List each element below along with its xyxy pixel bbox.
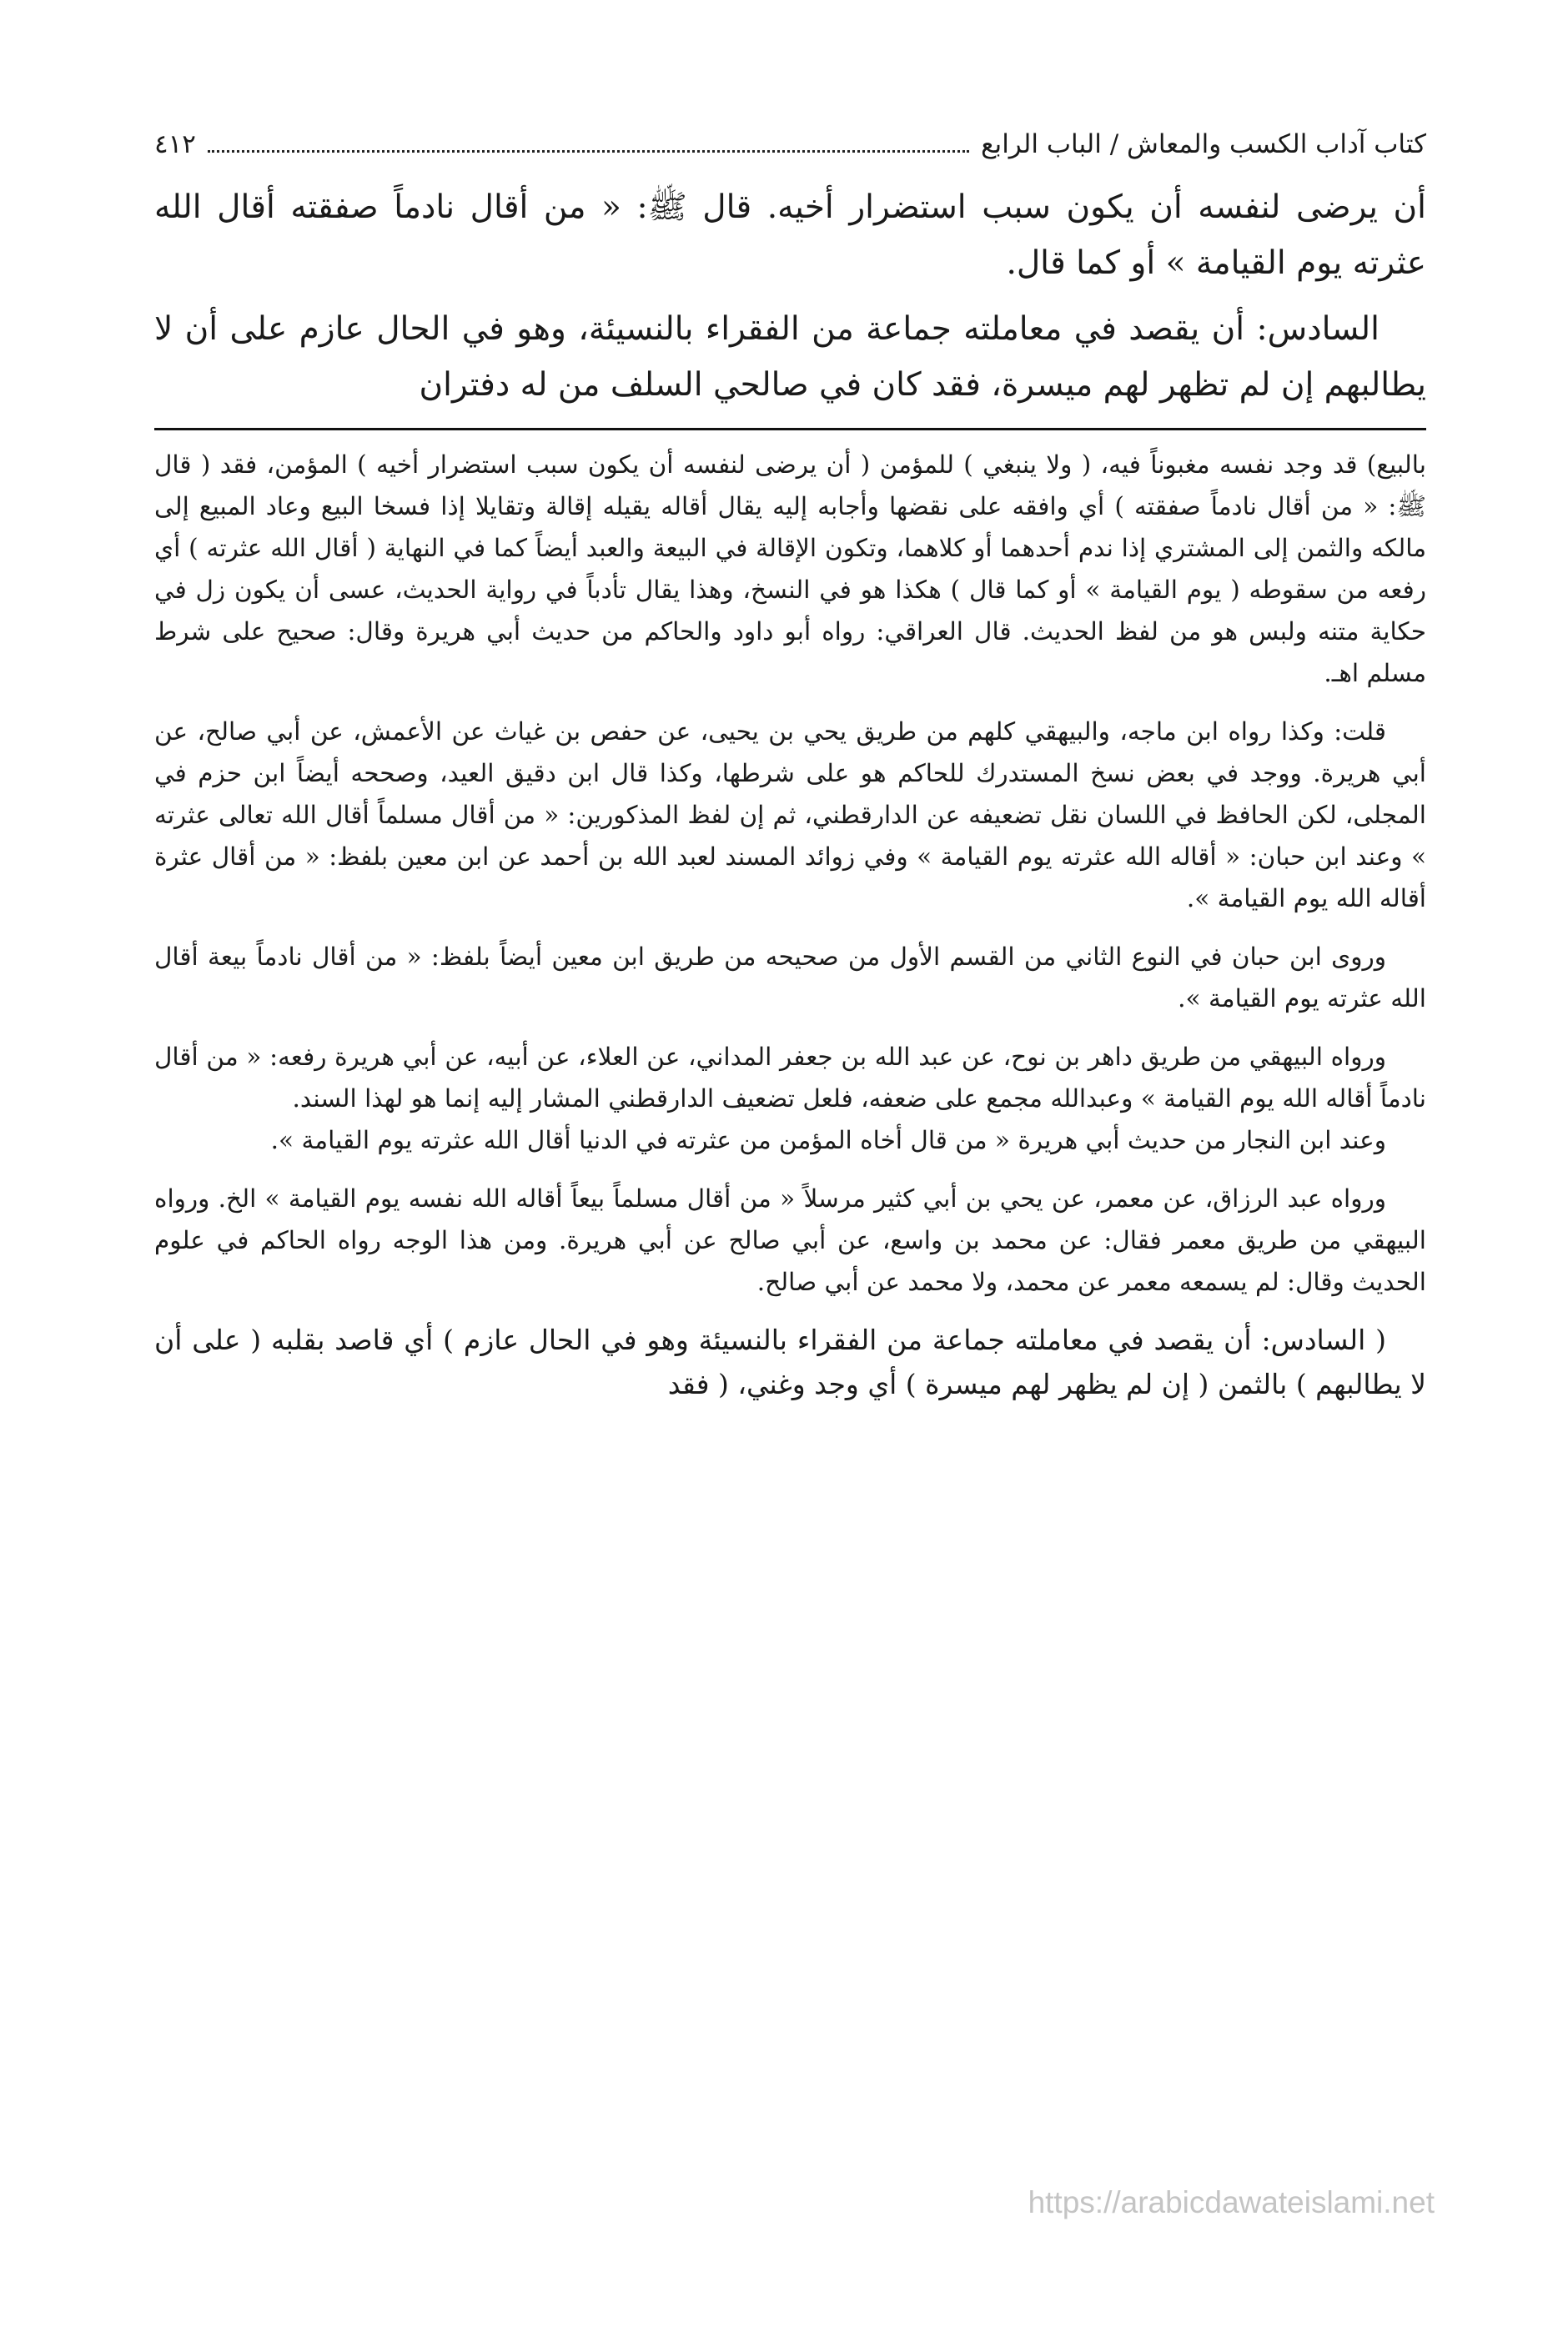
page-number: ٤١٢: [154, 129, 196, 159]
dotted-leader: [208, 150, 969, 153]
commentary-paragraph: قلت: وكذا رواه ابن ماجه، والبيهقي كلهم من طريق يحي بن يحيى، عن حفص بن غياث عن الأعمش، عن أبي صالح، عن أبي هريرة. ووجد في بعض نسخ المستدرك للحاكم هو على شرطها، وكذا قال ابن دقيق العيد، وصححه أيضاً ابن حزم في المجلى، لكن الحافظ في اللسان نقل تضعيفه عن الدارقطني، ثم إن لفظ المذكورين: « من أقال مسلماً أقال الله تعالى عثرته » وعند ابن حبان: « أقاله الله عثرته يوم القيامة » وفي زوائد المسند لعبد الله بن أحمد عن ابن معين بلفظ: « من أقال عثرة أقاله الله يوم القيامة ».: [154, 717, 1426, 912]
commentary-paragraph: وروى ابن حبان في النوع الثاني من القسم الأول من صحيحه من طريق ابن معين أيضاً بلفظ: « من أقال نادماً بيعة أقال الله عثرته يوم القيامة ».: [154, 942, 1426, 1013]
main-paragraph: أن يرضى لنفسه أن يكون سبب استضرار أخيه. قال ﷺ: « من أقال نادماً صفقته أقال الله عثرته يوم القيامة » أو كما قال.: [154, 188, 1426, 282]
commentary: [154, 444, 1426, 1406]
book-page: [154, 129, 1426, 1406]
commentary-paragraph: وعند ابن النجار من حديث أبي هريرة « من قال أخاه المؤمن من عثرته في الدنيا أقال الله عثرته يوم القيامة ».: [270, 1126, 1386, 1154]
commentary-paragraph: ورواه البيهقي من طريق داهر بن نوح، عن عبد الله بن جعفر المداني، عن العلاء، عن أبيه، عن أبي هريرة رفعه: « من أقال نادماً أقاله الله يوم القيامة » وعبدالله مجمع على ضعفه، فلعل تضعيف الدارقطني المشار إليه إنما هو لهذا السند.: [154, 1043, 1426, 1113]
commentary-paragraph: ( السادس: أن يقصد في معاملته جماعة من الفقراء بالنسيئة وهو في الحال عازم ) أي قاصد بقلبه ( على أن لا يطالبهم ) بالثمن ( إن لم يظهر لهم ميسرة ) أي وجد وغني، ( فقد: [154, 1324, 1426, 1400]
commentary-paragraph: بالبيع) قد وجد نفسه مغبوناً فيه، ( ولا ينبغي ) للمؤمن ( أن يرضى لنفسه أن يكون سبب استضرار أخيه ) المؤمن، فقد ( قال ﷺ: « من أقال نادماً صفقته ) أي وافقه على نقضها وأجابه إليه يقال أقاله يقيله إقالة وتقايلا إذا فسخا البيع وعاد المبيع إلى مالكه والثمن إلى المشتري إذا ندم أحدهما أو كلاهما، وتكون الإقالة في البيعة والعبد أيضاً كما في النهاية ( أقال الله عثرته ) أي رفعه من سقوطه ( يوم القيامة » أو كما قال ) هكذا هو في النسخ، وهذا يقال تأدباً في رواية الحديث، عسى أن يكون زل في حكاية متنه ولبس هو من لفظ الحديث. قال العراقي: رواه أبو داود والحاكم من حديث أبي هريرة وقال: صحيح على شرط مسلم اهـ.: [154, 450, 1426, 687]
main-text: [154, 179, 1426, 413]
running-header: [154, 129, 1426, 179]
main-paragraph: السادس: أن يقصد في معاملته جماعة من الفقراء بالنسيئة، وهو في الحال عازم على أن لا يطالبهم إن لم تظهر لهم ميسرة، فقد كان في صالحي السلف من له دفتران: [154, 310, 1426, 404]
chapter-title: كتاب آداب الكسب والمعاش / الباب الرابع: [981, 129, 1426, 159]
commentary-divider: [154, 428, 1426, 430]
commentary-paragraph: ورواه عبد الرزاق، عن معمر، عن يحي بن أبي كثير مرسلاً « من أقال مسلماً بيعاً أقاله الله نفسه يوم القيامة » الخ. ورواه البيهقي من طريق معمر فقال: عن محمد بن واسع، عن أبي صالح عن أبي هريرة. ومن هذا الوجه رواه الحاكم في علوم الحديث وقال: لم يسمعه معمر عن محمد، ولا محمد عن أبي صالح.: [154, 1184, 1426, 1296]
watermark-url: https://arabicdawateislami.net: [1028, 2185, 1435, 2219]
